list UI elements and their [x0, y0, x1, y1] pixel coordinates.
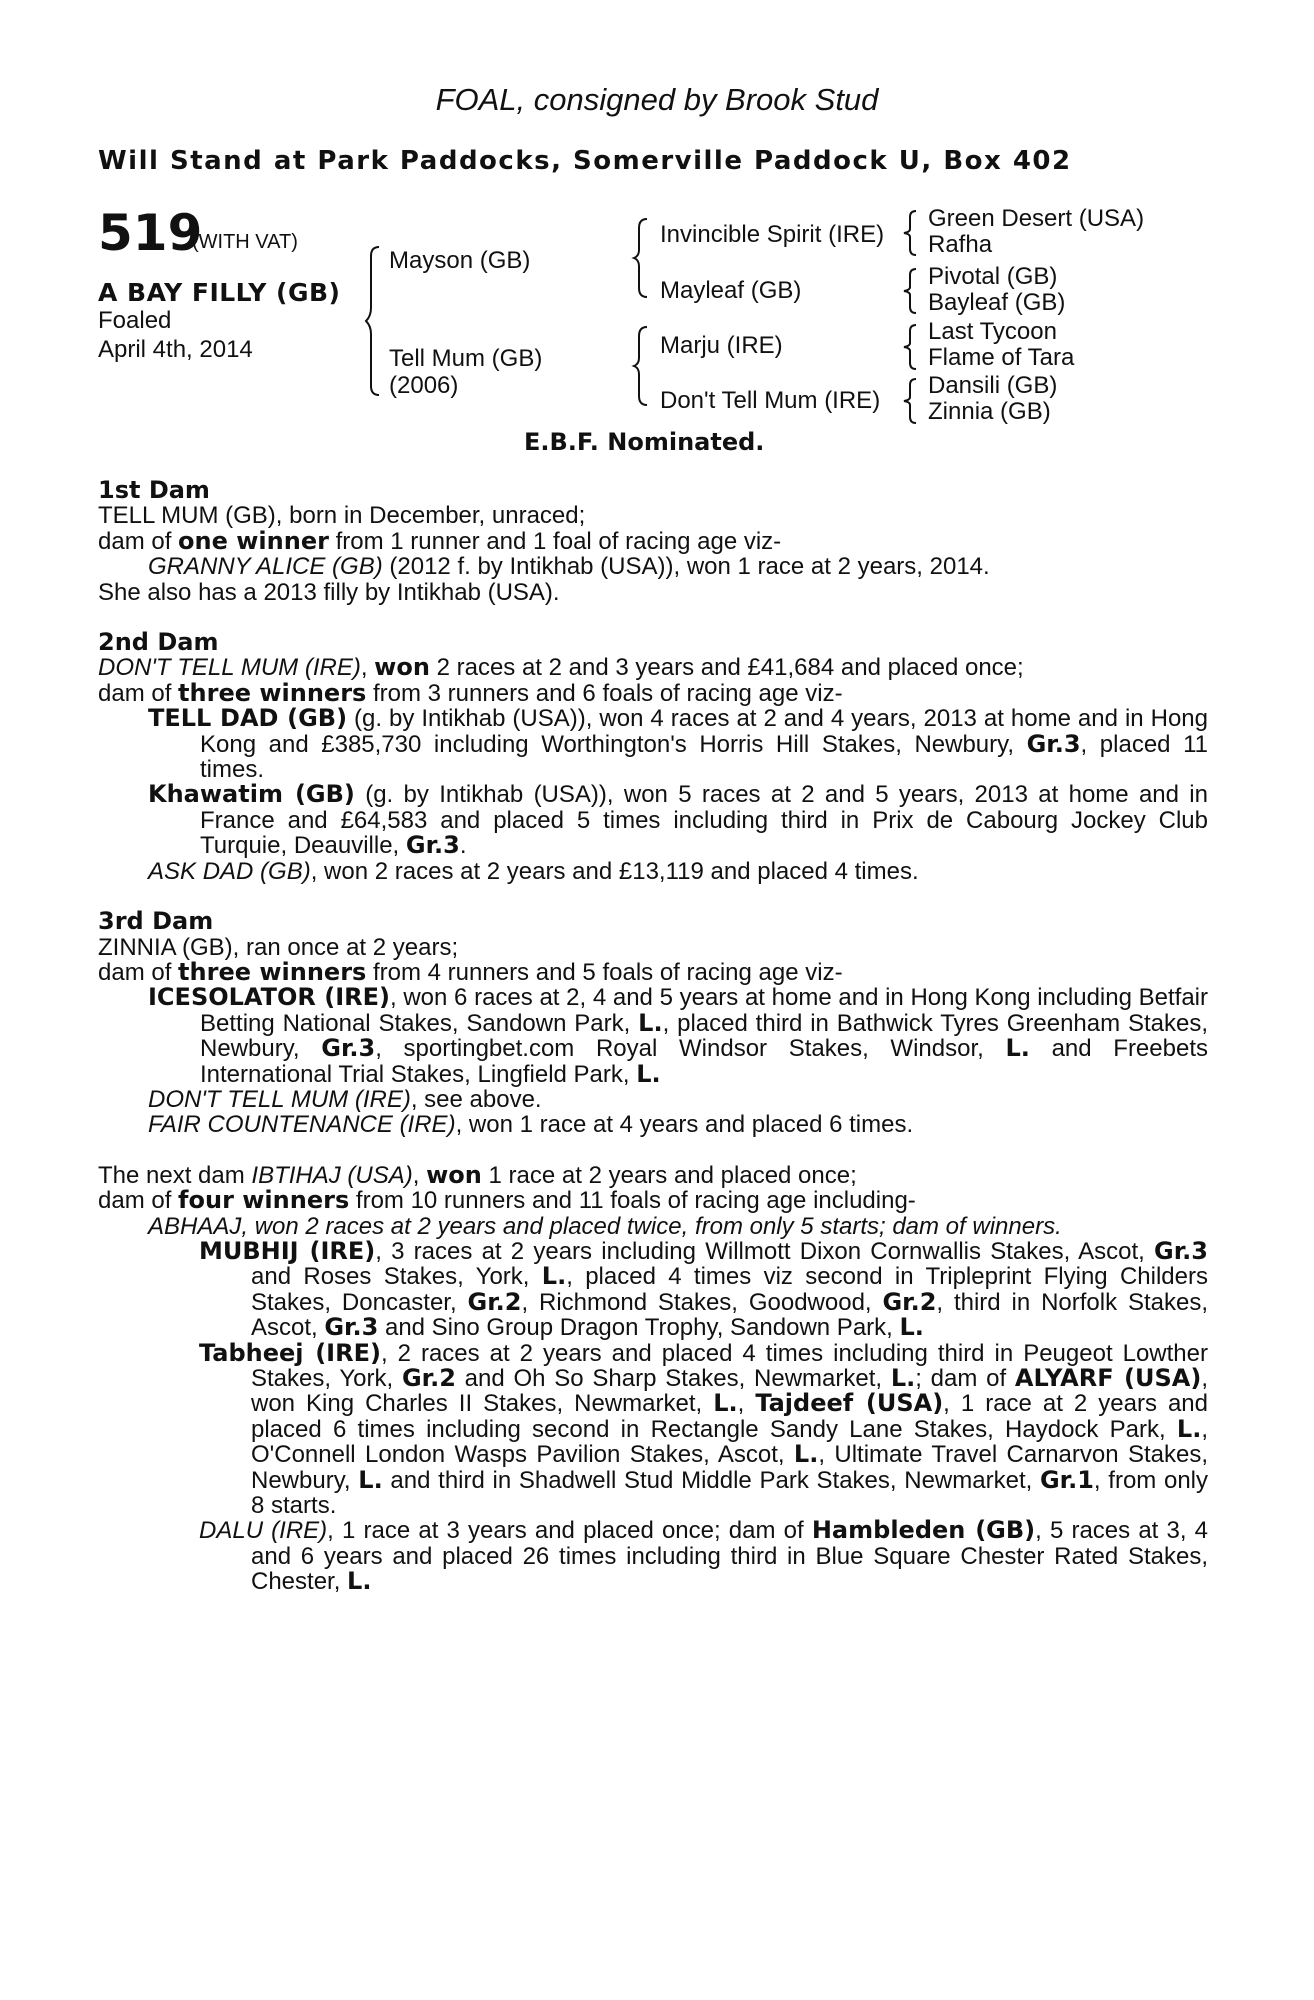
foaled-info — [98, 306, 253, 364]
pedigree-ggp: Dansili (GB) — [928, 372, 1058, 399]
pedigree-ggp: Flame of Tara — [928, 344, 1075, 371]
produce-entry: GRANNY ALICE (GB) (2012 f. by Intikhab (USA)), won 1 race at 2 years, 2014. — [148, 553, 990, 581]
second-dam-produce-summary: dam of three winners from 3 runners and 6 foals of racing age viz- — [98, 678, 843, 707]
horse-description: A BAY FILLY (GB) — [98, 278, 341, 307]
pedigree-sire-dam: Mayleaf (GB) — [660, 277, 802, 304]
pedigree-bracket-sire — [634, 218, 654, 298]
pedigree-dam-sire: Marju (IRE) — [660, 332, 783, 359]
produce-entry: Tabheej (IRE), 2 races at 2 years and placed 4 times including third in Peugeot Lowther Stakes, York, Gr.2 and Oh So Sharp Stakes, Newmarket, L.; dam of ALYARF (USA), won King Charles II Stakes, Newmarket, L., Tajdeef (USA), 1 race at 2 years and placed 6 times including second in Rectangle Sandy Lane Stakes, Haydock Park, L., O'Connell London Wasps Pavilion Stakes, Ascot, L., Ultimate Travel Carnarvon Stakes, Newbury, L. and third in Shadwell Stud Middle Park Stakes, Newmarket, Gr.1, from only 8 starts. — [199, 1338, 1209, 1520]
pedigree-sire-sire: Invincible Spirit (IRE) — [660, 221, 885, 248]
pedigree-bracket-ggp3 — [904, 324, 922, 370]
pedigree-bracket-ggp4 — [904, 378, 922, 424]
next-dam-produce-summary: dam of four winners from 10 runners and 11 foals of racing age including- — [98, 1186, 916, 1215]
first-dam-note: She also has a 2013 filly by Intikhab (USA). — [98, 578, 560, 606]
next-dam-line: The next dam IBTIHAJ (USA), won 1 race at 2 years and placed once; — [98, 1160, 857, 1189]
catalogue-body — [98, 478, 1208, 1595]
ebf-nomination: E.B.F. Nominated. — [524, 428, 765, 456]
produce-entry: ABHAAJ, won 2 races at 2 years and placed twice, from only 5 starts; dam of winners. — [148, 1212, 1062, 1240]
produce-entry: MUBHIJ (IRE), 3 races at 2 years including Willmott Dixon Cornwallis Stakes, Ascot, Gr.3 and Roses Stakes, York, L., placed 4 times viz second in Tripleprint Flying Childers Stakes, Doncaster, Gr.2, Richmond Stakes, Goodwood, Gr.2, third in Norfolk Stakes, Ascot, Gr.3 and Sino Group Dragon Trophy, Sandown Park, L. — [199, 1236, 1208, 1342]
pedigree-bracket-ggp1 — [904, 210, 922, 256]
pedigree-bracket-ggp2 — [904, 268, 922, 314]
foaled-label: Foaled — [98, 307, 172, 334]
pedigree-dam: Tell Mum (GB) — [389, 345, 543, 372]
third-dam-heading: 3rd Dam — [98, 907, 214, 936]
first-dam-line: TELL MUM (GB), born in December, unraced; — [98, 502, 586, 530]
produce-entry: FAIR COUNTENANCE (IRE), won 1 race at 4 years and placed 6 times. — [148, 1111, 914, 1139]
lot-number: 519 — [98, 204, 203, 262]
second-dam-heading: 2nd Dam — [98, 628, 219, 657]
pedigree-dam-year: (2006) — [389, 372, 459, 399]
first-dam-heading: 1st Dam — [98, 476, 210, 504]
pedigree-bracket-parents — [366, 246, 386, 396]
produce-entry: TELL DAD (GB) (g. by Intikhab (USA)), won 4 races at 2 and 4 years, 2013 at home and in Hong Kong and £385,730 including Worthington's Horris Hill Stakes, Newbury, Gr.3, placed 11 times. — [148, 704, 1209, 784]
pedigree-dam-dam: Don't Tell Mum (IRE) — [660, 387, 881, 414]
pedigree-sire: Mayson (GB) — [389, 247, 531, 274]
produce-entry: ASK DAD (GB), won 2 races at 2 years and £13,119 and placed 4 times. — [148, 857, 919, 885]
pedigree-ggp: Bayleaf (GB) — [928, 289, 1066, 316]
stand-location: Will Stand at Park Paddocks, Somerville Paddock U, Box 402 — [98, 146, 1072, 176]
produce-entry: DALU (IRE), 1 race at 3 years and placed once; dam of Hambleden (GB), 5 races at 3, 4 and 6 years and placed 26 times including third in Blue Square Chester Rated Stakes, Chester, L. — [199, 1516, 1209, 1596]
pedigree-ggp: Pivotal (GB) — [928, 263, 1058, 290]
third-dam-produce-summary: dam of three winners from 4 runners and 5 foals of racing age viz- — [98, 957, 843, 986]
pedigree-ggp: Rafha — [928, 231, 993, 258]
vat-note: (WITH VAT) — [192, 231, 298, 253]
produce-entry: Khawatim (GB) (g. by Intikhab (USA)), won 5 races at 2 and 5 years, 2013 at home and in France and £64,583 and placed 5 times including third in Prix de Cabourg Jockey Club Turquie, Deauville, Gr.3. — [148, 780, 1208, 860]
consignment-line: FOAL, consigned by Brook Stud — [435, 82, 879, 117]
second-dam-line: DON'T TELL MUM (IRE), won 2 races at 2 and 3 years and £41,684 and placed once; — [98, 653, 1024, 682]
pedigree-ggp: Zinnia (GB) — [928, 398, 1051, 425]
first-dam-produce-summary: dam of one winner from 1 runner and 1 foal of racing age viz- — [98, 526, 782, 555]
foaled-date: April 4th, 2014 — [98, 336, 253, 363]
produce-entry: DON'T TELL MUM (IRE), see above. — [148, 1085, 542, 1113]
pedigree-ggp: Last Tycoon — [928, 318, 1057, 345]
pedigree-bracket-dam — [634, 326, 654, 406]
third-dam-line: ZINNIA (GB), ran once at 2 years; — [98, 933, 459, 961]
pedigree-ggp: Green Desert (USA) — [928, 205, 1145, 232]
produce-entry: ICESOLATOR (IRE), won 6 races at 2, 4 and 5 years at home and in Hong Kong including Betfair Betting National Stakes, Sandown Park, L., placed third in Bathwick Tyres Greenham Stakes, Newbury, Gr.3, sportingbet.com Royal Windsor Stakes, Windsor, L. and Freebets International Trial Stakes, Lingfield Park, L. — [148, 983, 1209, 1088]
